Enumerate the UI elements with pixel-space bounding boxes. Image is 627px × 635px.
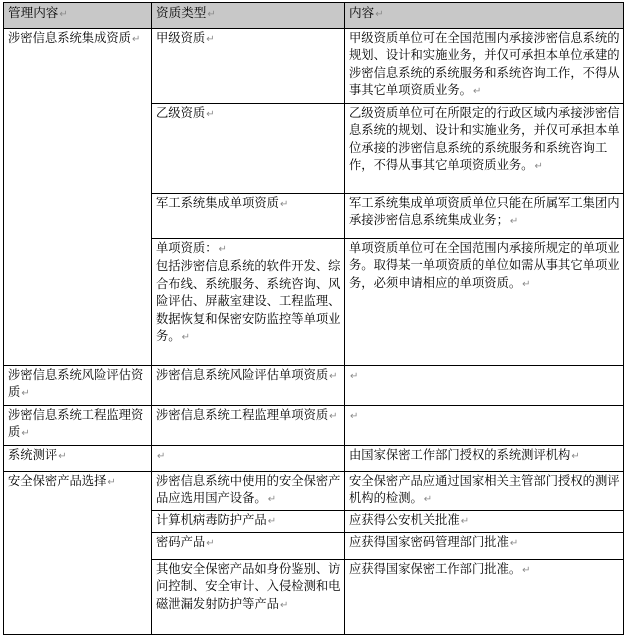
qualification-cell-system-evaluation (152, 446, 345, 472)
pilcrow-mark: ↵ (472, 86, 482, 98)
category-cell-engineering-supervision: 涉密信息系统工程监理资质↵ (4, 406, 152, 446)
qualification-cell-engineering-supervision: 涉密信息系统工程监理单项资质↵ (152, 406, 345, 446)
content-cell-risk-assessment (345, 366, 624, 406)
content-cell-domestic-equipment: 安全保密产品应通过国家相关主管部门授权的测评机构的检测。↵ (345, 472, 624, 511)
pilcrow-mark: ↵ (206, 109, 215, 120)
pilcrow-mark: ↵ (571, 451, 580, 462)
pilcrow-mark: ↵ (206, 34, 215, 45)
qualification-cell-risk-assessment: 涉密信息系统风险评估单项资质↵ (152, 366, 345, 406)
qualification-cell-grade-b: 乙级资质↵ (152, 104, 345, 194)
table-row (4, 472, 624, 511)
content-cell-grade-a: 甲级资质单位可在全国范围内承接涉密信息系统的规划、设计和实施业务，并仅可承担本单位承建的涉密信息系统的系统服务和系统咨询工作，不得从事其它单项资质业务。↵ (345, 29, 624, 104)
pilcrow-mark: ↵ (157, 451, 166, 462)
content-cell-grade-b: 乙级资质单位可在所限定的行政区域内承接涉密信息系统的规划、设计和实施业务，并仅可承担本单位承接的涉密信息系统的系统服务和系统咨询工作，不得从事其它单项资质业务。↵ (345, 104, 624, 194)
content-cell-antivirus-product: 应获得公安机关批准↵ (345, 511, 624, 533)
qualification-cell-military-integration: 军工系统集成单项资质↵ (152, 194, 345, 239)
category-cell-security-product-selection: 安全保密产品选择↵ (4, 472, 152, 635)
content-cell-other-security-products: 应获得国家保密工作部门批准。↵ (345, 560, 624, 635)
pilcrow-mark: ↵ (509, 538, 519, 549)
qualification-cell-single-item-detail: 包括涉密信息系统的软件开发、综合布线、系统服务、系统咨询、风险评估、屏蔽室建设、工程监理、数据恢复和保密安防监控等单项业务。 (156, 259, 341, 344)
pilcrow-mark: ↵ (460, 516, 470, 527)
category-cell-system-integration: 涉密信息系统集成资质↵ (4, 29, 152, 366)
table-body (4, 29, 624, 635)
qualification-cell-domestic-equipment: 涉密信息系统中使用的安全保密产品应选用国产设备。↵ (152, 472, 345, 511)
pilcrow-mark: ↵ (279, 199, 289, 210)
pilcrow-mark: ↵ (267, 516, 277, 527)
table-row (4, 29, 624, 104)
pilcrow-mark: ↵ (329, 371, 338, 382)
qualification-cell-cryptographic-product: 密码产品↵ (152, 533, 345, 560)
content-cell-engineering-supervision (345, 406, 624, 446)
pilcrow-mark: ↵ (329, 411, 338, 422)
pilcrow-mark: ↵ (522, 565, 531, 576)
table-header-row (4, 3, 624, 29)
pilcrow-mark: ↵ (131, 34, 141, 45)
qualification-cell-single-item: 单项资质：↵ 包括涉密信息系统的软件开发、综合布线、系统服务、系统咨询、风险评估、屏蔽室建设、工程监理、数据恢复和保密安防监控等单项业务。↵ (152, 239, 345, 366)
content-cell-cryptographic-product: 应获得国家密码管理部门批准↵ (345, 533, 624, 560)
table-row (4, 366, 624, 406)
column-header-qualification-type: 资质类型↵ (152, 3, 345, 29)
pilcrow-mark: ↵ (522, 278, 531, 290)
qualification-management-table (3, 2, 624, 635)
qualification-cell-other-security-products: 其他安全保密产品如身份鉴别、访问控制、安全审计、入侵检测和电磁泄漏发射防护等产品↵ (152, 560, 345, 635)
pilcrow-mark: ↵ (279, 599, 289, 611)
content-cell-single-item: 单项资质单位可在全国范围内承接所规定的单项业务。取得某一单项资质的单位如需从事其它单项业务，必须申请相应的单项资质。↵ (345, 239, 624, 366)
pilcrow-mark: ↵ (350, 411, 359, 422)
pilcrow-mark: ↵ (509, 216, 519, 228)
column-header-management-content: 管理内容↵ (4, 3, 152, 29)
qualification-cell-grade-a: 甲级资质↵ (152, 29, 345, 104)
pilcrow-mark: ↵ (21, 388, 30, 400)
table-header (4, 3, 624, 29)
table-row (4, 406, 624, 446)
pilcrow-mark: ↵ (181, 332, 190, 344)
pilcrow-mark: ↵ (350, 371, 359, 382)
pilcrow-mark: ↵ (58, 451, 67, 462)
table-row (4, 446, 624, 472)
pilcrow-mark: ↵ (534, 161, 543, 173)
qualification-cell-antivirus-product: 计算机病毒防护产品↵ (152, 511, 345, 533)
pilcrow-mark: ↵ (375, 9, 384, 20)
content-cell-military-integration: 军工系统集成单项资质单位只能在所属军工集团内承接涉密信息系统集成业务；↵ (345, 194, 624, 239)
pilcrow-mark: ↵ (267, 494, 277, 506)
pilcrow-mark: ↵ (218, 244, 227, 255)
pilcrow-mark: ↵ (206, 538, 215, 549)
pilcrow-mark: ↵ (21, 428, 30, 440)
pilcrow-mark: ↵ (207, 9, 216, 20)
column-header-content: 内容↵ (345, 3, 624, 29)
category-cell-system-evaluation: 系统测评↵ (4, 446, 152, 472)
pilcrow-mark: ↵ (59, 9, 68, 20)
category-cell-risk-assessment: 涉密信息系统风险评估资质↵ (4, 366, 152, 406)
content-cell-system-evaluation: 由国家保密工作部门授权的系统测评机构↵ (345, 446, 624, 472)
pilcrow-mark: ↵ (423, 494, 433, 506)
pilcrow-mark: ↵ (107, 477, 116, 488)
